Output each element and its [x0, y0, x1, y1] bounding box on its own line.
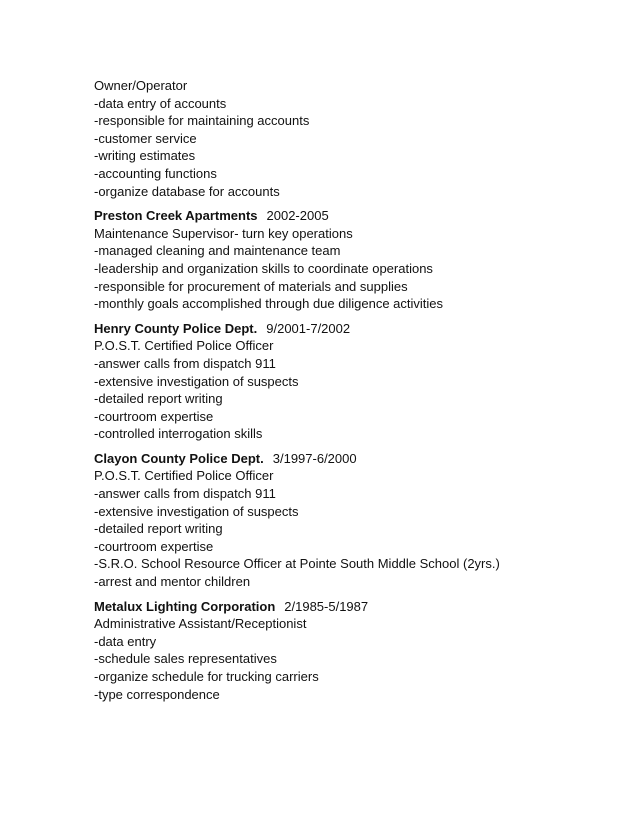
- duty-item: -leadership and organization skills to coordinate operations: [94, 260, 433, 276]
- duty-item: -accounting functions: [94, 165, 217, 181]
- job-section-henry-county: [94, 320, 614, 443]
- duty-item: -arrest and mentor children: [94, 574, 251, 590]
- duty-item: -extensive investigation of suspects: [94, 373, 299, 389]
- duty-item: -type correspondence: [94, 686, 220, 702]
- duty-item: -writing estimates: [94, 148, 196, 164]
- duty-item: -courtroom expertise: [94, 538, 214, 554]
- job-section-preston-creek: [94, 207, 614, 313]
- duty-item: -answer calls from dispatch 911: [94, 355, 276, 371]
- resume-page: [94, 77, 614, 703]
- job-header: [94, 320, 614, 338]
- job-section-metalux: [94, 598, 614, 704]
- job-title: P.O.S.T. Certified Police Officer: [94, 338, 274, 354]
- job-section-clayon-county: [94, 450, 614, 591]
- duty-item: -organize database for accounts: [94, 183, 280, 199]
- job-header: [94, 598, 614, 616]
- duty-item: -extensive investigation of suspects: [94, 503, 299, 519]
- duty-item: -detailed report writing: [94, 391, 223, 407]
- duty-item: -data entry of accounts: [94, 95, 227, 111]
- duty-item: -managed cleaning and maintenance team: [94, 243, 341, 259]
- duty-item: -responsible for procurement of materials and supplies: [94, 278, 408, 294]
- duty-item: -S.R.O. School Resource Officer at Pointe South Middle School (2yrs.): [94, 556, 500, 572]
- duty-item: -organize schedule for trucking carriers: [94, 669, 319, 684]
- job-section-owner-operator: [94, 77, 614, 200]
- duty-item: -monthly goals accomplished through due diligence activities: [94, 296, 444, 312]
- job-header: [94, 450, 614, 468]
- duty-item: -courtroom expertise: [94, 408, 214, 424]
- employment-dates: 2/1985-5/1987: [284, 598, 369, 614]
- duty-item: -controlled interrogation skills: [94, 426, 263, 442]
- duty-item: -responsible for maintaining accounts: [94, 113, 310, 129]
- duty-item: -answer calls from dispatch 911: [94, 486, 276, 502]
- job-title: P.O.S.T. Certified Police Officer: [94, 468, 274, 484]
- company-name: Clayon County Police Dept.: [94, 450, 264, 466]
- employment-dates: 9/2001-7/2002: [266, 320, 351, 336]
- duty-item: -schedule sales representatives: [94, 651, 277, 667]
- employment-dates: 2002-2005: [266, 208, 329, 224]
- job-title: Owner/Operator: [94, 78, 188, 93]
- company-name: Metalux Lighting Corporation: [94, 598, 276, 614]
- company-name: Preston Creek Apartments: [94, 208, 258, 224]
- duty-item: -customer service: [94, 130, 197, 146]
- duty-item: -detailed report writing: [94, 521, 223, 537]
- job-title: Maintenance Supervisor- turn key operations: [94, 225, 353, 241]
- job-header: [94, 207, 614, 225]
- employment-dates: 3/1997-6/2000: [272, 450, 357, 466]
- company-name: Henry County Police Dept.: [94, 320, 258, 336]
- job-title: Administrative Assistant/Receptionist: [94, 616, 307, 632]
- duty-item: -data entry: [94, 633, 157, 649]
